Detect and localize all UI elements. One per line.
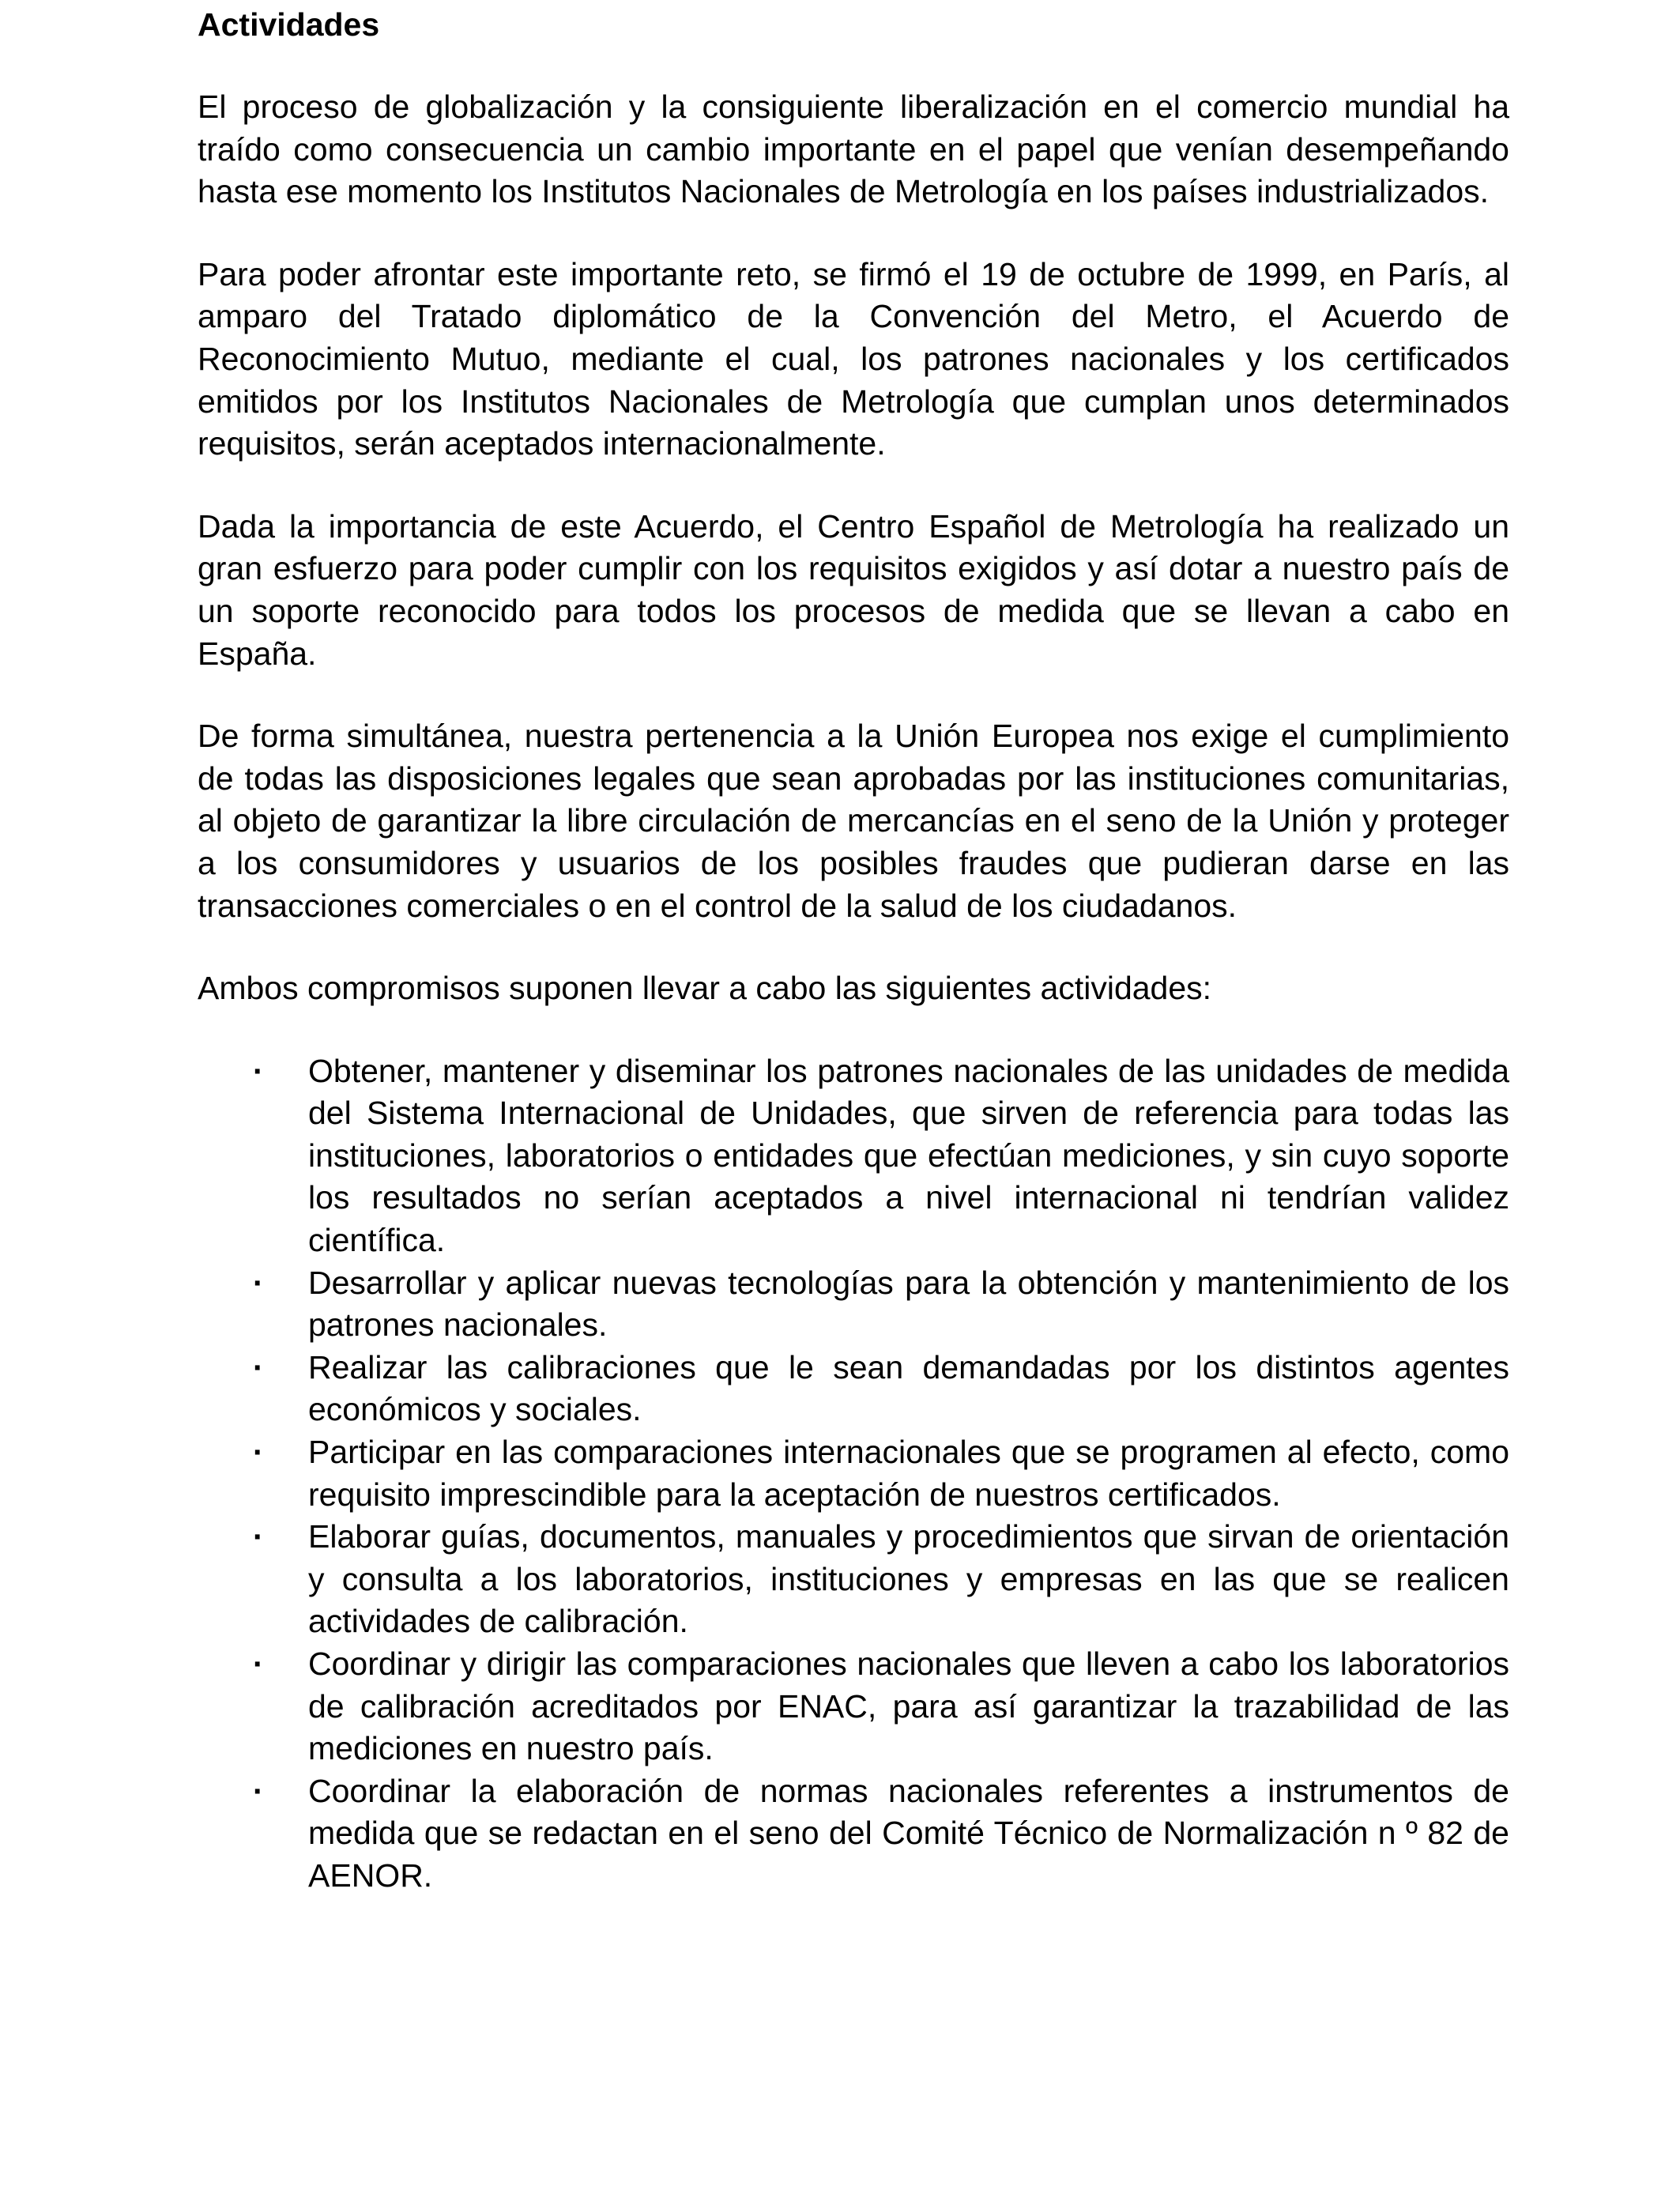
paragraph-european-union: De forma simultánea, nuestra pertenencia a la Unión Europea nos exige el cumplimiento de todas las disposiciones legales que sean aprobadas por las instituciones comunitarias, al objeto de garantizar la libre circulación de mercancías en el seno de la Unión y proteger a los consumidores y usuarios de los posibles fraudes que pudieran darse en las transacciones comerciales o en el control de la salud de los ciudadanos. [198, 718, 1509, 924]
bullet-icon: · [253, 1434, 264, 1471]
list-item-text: Coordinar la elaboración de normas nacionales referentes a instrumentos de medida que se redactan en el seno del Comité Técnico de Normalización n º 82 de AENOR. [308, 1772, 1509, 1894]
bullet-icon: · [253, 1646, 264, 1682]
list-item-text: Desarrollar y aplicar nuevas tecnologías para la obtención y mantenimiento de los patrones nacionales. [308, 1264, 1509, 1344]
page-title: Actividades [198, 6, 380, 43]
bullet-icon: · [253, 1052, 264, 1089]
list-item [198, 1770, 1509, 1898]
list-item [198, 1347, 1509, 1431]
bullet-icon: · [253, 1518, 264, 1555]
list-intro: Ambos compromisos suponen llevar a cabo las siguientes actividades: [198, 970, 1212, 1007]
list-item [198, 1050, 1509, 1262]
paragraph-globalization: El proceso de globalización y la consiguiente liberalización en el comercio mundial ha traído como consecuencia un cambio importante en el papel que venían desempeñando hasta ese momento los Institutos Nacionales de Metrología en los países industrializados. [198, 89, 1509, 210]
list-item [198, 1262, 1509, 1347]
paragraph-agreement: Para poder afrontar este importante reto, se firmó el 19 de octubre de 1999, en París, al amparo del Tratado diplomático de la Convención del Metro, el Acuerdo de Reconocimiento Mutuo, mediante el cual, los patrones nacionales y los certificados emitidos por los Institutos Nacionales de Metrología que cumplan unos determinados requisitos, serán aceptados internacionalmente. [198, 255, 1509, 462]
list-item-text: Elaborar guías, documentos, manuales y procedimientos que sirvan de orientación y consulta a los laboratorios, instituciones y empresas en las que se realicen actividades de calibración. [308, 1518, 1509, 1640]
list-item-text: Realizar las calibraciones que le sean demandadas por los distintos agentes económicos y sociales. [308, 1348, 1509, 1428]
bullet-icon: · [253, 1264, 264, 1301]
list-item [198, 1643, 1509, 1770]
activities-list [198, 1050, 1509, 1898]
list-item [198, 1431, 1509, 1516]
bullet-icon: · [253, 1348, 264, 1385]
document-page [198, 0, 1509, 1898]
list-item-text: Obtener, mantener y diseminar los patrones nacionales de las unidades de medida del Sistema Internacional de Unidades, que sirven de referencia para todas las instituciones, laboratorios o entidades que efectúan mediciones, y sin cuyo soporte los resultados no serían aceptados a nivel internacional ni tendrían validez científica. [308, 1052, 1509, 1259]
list-item-text: Coordinar y dirigir las comparaciones nacionales que lleven a cabo los laboratorios de calibración acreditados por ENAC, para así garantizar la trazabilidad de las mediciones en nuestro país. [308, 1646, 1509, 1767]
paragraph-cem-effort: Dada la importancia de este Acuerdo, el Centro Español de Metrología ha realizado un gran esfuerzo para poder cumplir con los requisitos exigidos y así dotar a nuestro país de un soporte reconocido para todos los procesos de medida que se llevan a cabo en España. [198, 507, 1509, 672]
list-item-text: Participar en las comparaciones internacionales que se programen al efecto, como requisito imprescindible para la aceptación de nuestros certificados. [308, 1434, 1509, 1513]
bullet-icon: · [253, 1772, 264, 1809]
list-item [198, 1516, 1509, 1643]
